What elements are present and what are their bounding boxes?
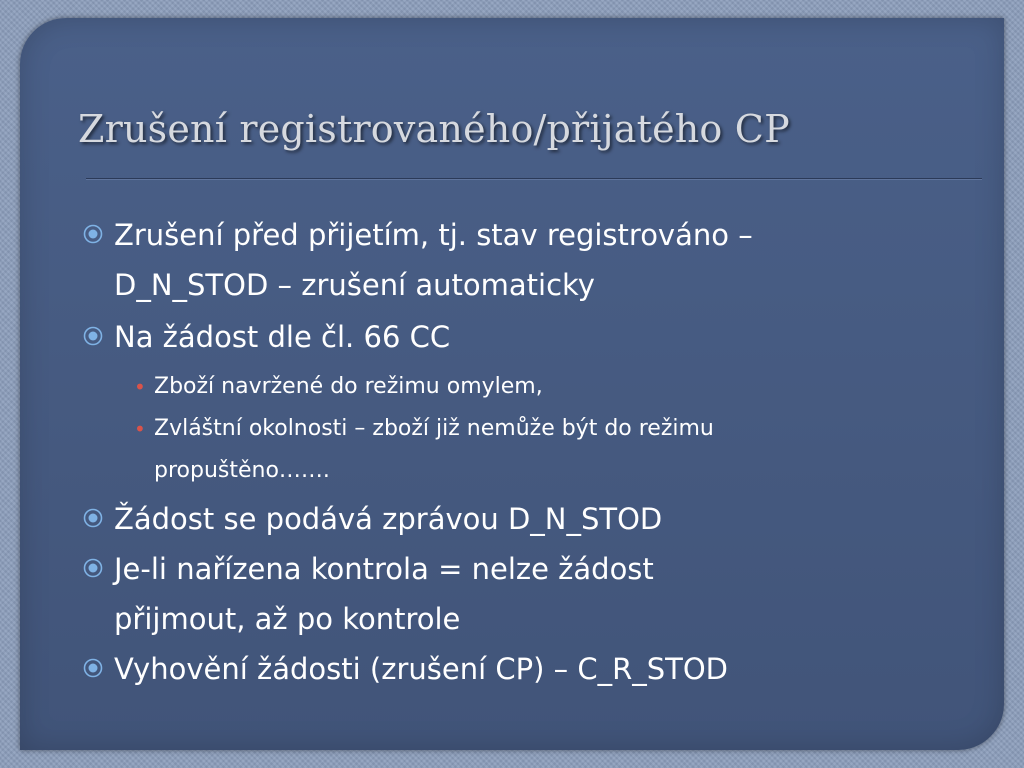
title-divider	[86, 178, 982, 179]
bullet-dot-icon: •	[134, 417, 146, 441]
bullet-item	[80, 312, 980, 362]
circle-dot-icon	[82, 507, 104, 529]
bullet-line: D_N_STOD – zrušení automaticky	[114, 268, 595, 302]
bullet-line: Na žádost dle čl. 66 CC	[114, 320, 451, 354]
slide	[20, 18, 1004, 750]
bullet-item	[80, 494, 980, 544]
bullet-line: přijmout, až po kontrole	[114, 602, 461, 636]
bullet-dot-icon: •	[134, 375, 146, 399]
bullet-line: Zrušení před přijetím, tj. stav registrováno –	[114, 218, 753, 252]
bullet-line: Zboží navržené do režimu omylem,	[154, 374, 543, 399]
bullet-line: Je-li nařízena kontrola = nelze žádost	[114, 552, 654, 586]
circle-dot-icon	[82, 325, 104, 347]
slide-title: Zrušení registrovaného/přijatého CP	[78, 107, 790, 151]
bullet-line: Vyhovění žádosti (zrušení CP) – C_R_STOD	[114, 652, 729, 686]
circle-dot-icon	[82, 223, 104, 245]
bullet-item	[80, 544, 980, 644]
bullet-item	[80, 644, 980, 694]
circle-dot-icon	[82, 657, 104, 679]
sub-bullet-item	[80, 408, 980, 492]
bullet-line: propuštěno…….	[154, 458, 330, 483]
bullet-line: Zvláštní okolnosti – zboží již nemůže být do režimu	[154, 416, 714, 441]
bullet-item	[80, 210, 980, 310]
slide-body	[80, 210, 980, 694]
circle-dot-icon	[82, 557, 104, 579]
bullet-line: Žádost se podává zprávou D_N_STOD	[114, 502, 663, 536]
sub-bullet-item	[80, 366, 980, 408]
